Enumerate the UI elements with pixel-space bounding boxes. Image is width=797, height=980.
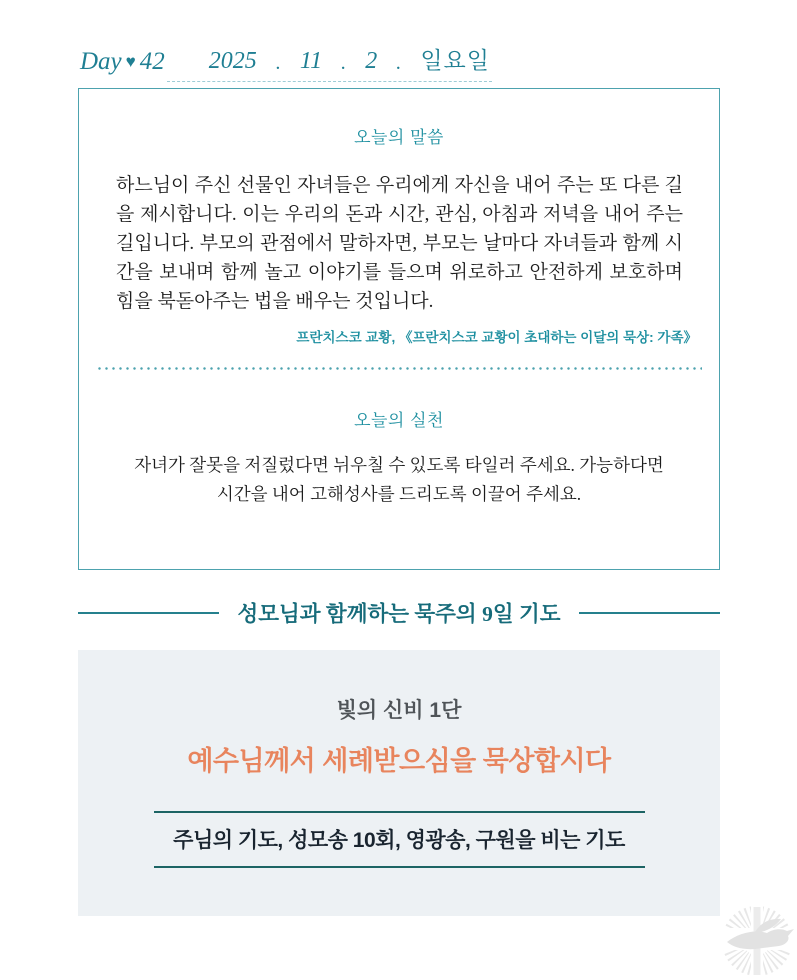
weekday-label: 일요일	[420, 48, 490, 73]
date-separator: .	[275, 52, 281, 74]
mystery-title: 예수님께서 세례받으심을 묵상합시다	[187, 746, 611, 776]
date-header	[80, 42, 492, 82]
todays-word-body: 하느님이 주신 선물인 자녀들은 우리에게 자신을 내어 주는 또 다른 길을 제시합니다. 이는 우리의 돈과 시간, 관심, 아침과 저녁을 내어 주는 길입니다. 부모의 관점에서 말하자면, 부모는 날마다 자녀들과 함께 시간을 보내며 함께 놀고 이야기를 들으며 위로하고 안전하게 보호하며 힘을 북돋아주는 법을 배우는 것입니다.	[116, 175, 683, 312]
rosary-panel	[78, 650, 720, 916]
rosary-section-heading	[78, 597, 720, 628]
dotted-divider	[96, 367, 702, 370]
date-year: 2025	[208, 48, 257, 74]
prayer-sequence: 주님의 기도, 성모송 10회, 영광송, 구원을 비는 기도	[154, 811, 645, 868]
date-month: 11	[299, 48, 323, 74]
heading-rule-left	[78, 612, 219, 614]
quote-attribution: 프란치스코 교황, 《프란치스코 교황이 초대하는 이달의 묵상: 가족》	[296, 330, 697, 345]
todays-practice-body	[109, 451, 689, 509]
date-day: 2	[365, 48, 378, 74]
day-counter	[80, 48, 165, 82]
todays-practice-title: 오늘의 실천	[354, 411, 444, 430]
todays-word-card	[78, 88, 720, 570]
publisher-logo-watermark	[700, 884, 797, 980]
rosary-section-title: 성모님과 함께하는 묵주의 9일 기도	[237, 602, 561, 626]
todays-word-title: 오늘의 말씀	[354, 128, 444, 147]
heading-rule-right	[579, 612, 720, 614]
heart-icon: ♥	[125, 52, 136, 71]
date-separator: .	[341, 52, 347, 74]
day-label: Day	[80, 48, 122, 75]
date-line	[167, 42, 492, 82]
todays-practice-line-1: 자녀가 잘못을 저질렀다면 뉘우칠 수 있도록 타일러 주세요. 가능하다면	[134, 455, 664, 475]
mystery-label: 빛의 신비 1단	[336, 699, 462, 722]
todays-practice-line-2: 시간을 내어 고해성사를 드리도록 이끌어 주세요.	[216, 484, 582, 504]
date-separator: .	[396, 52, 402, 74]
day-number: 42	[139, 48, 165, 75]
